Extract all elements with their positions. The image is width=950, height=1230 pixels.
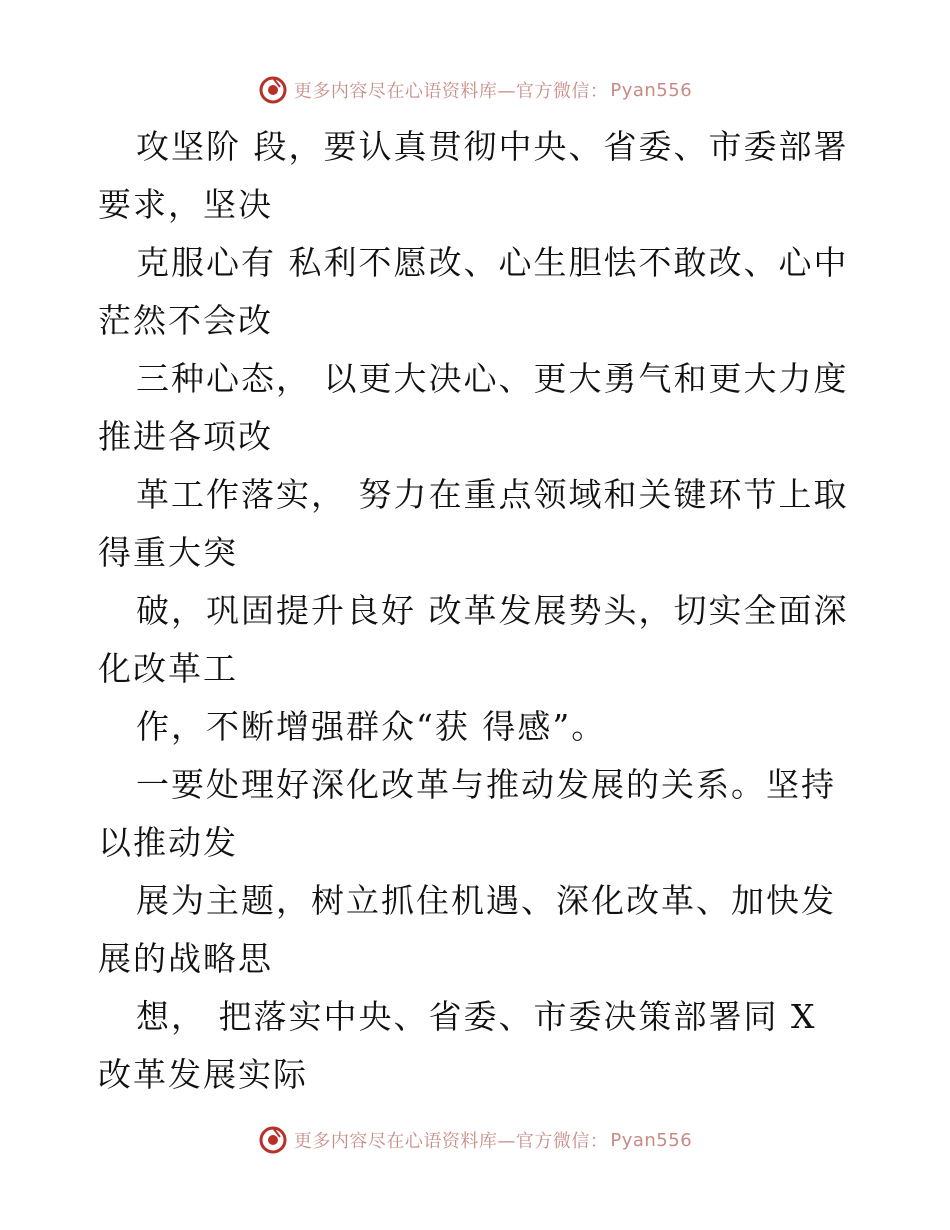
footer-wechat-id: Pyan556 (610, 1129, 693, 1151)
paragraph-9: 想， 把落实中央、省委、市委决策部署同 X 改革发展实际 (98, 997, 817, 1094)
paragraph-2: 克服心有 私利不愿改、心生胆怯不敢改、心中茫然不会改 (98, 243, 849, 340)
footer-watermark (0, 1120, 950, 1160)
paragraph-3: 三种心态， 以更大决心、更大勇气和更大力度推进各项改 (98, 359, 849, 456)
paragraph-7: 一要处理好深化改革与推动发展的关系。坚持以推动发 (98, 765, 836, 862)
header-watermark (0, 70, 950, 110)
paragraph-8: 展为主题，树立抓住机遇、深化改革、加快发展的战略思 (98, 881, 836, 978)
logo-icon (258, 1125, 288, 1155)
header-wechat-id: Pyan556 (610, 79, 693, 101)
paragraph-4: 革工作落实， 努力在重点领域和关键环节上取得重大突 (98, 475, 849, 572)
footer-site-text: 更多内容尽在心语资料库—官方微信： (293, 1131, 609, 1152)
logo-icon (258, 75, 288, 105)
header-site-text: 更多内容尽在心语资料库—官方微信： (293, 81, 609, 102)
paragraph-1: 攻坚阶 段，要认真贯彻中央、省委、市委部署要求，坚决 (98, 127, 849, 224)
paragraph-5: 破，巩固提升良好 改革发展势头，切实全面深化改革工 (98, 591, 849, 688)
paragraph-6: 作，不断增强群众“获 得感”。 (136, 707, 607, 746)
document-body (98, 118, 858, 1104)
